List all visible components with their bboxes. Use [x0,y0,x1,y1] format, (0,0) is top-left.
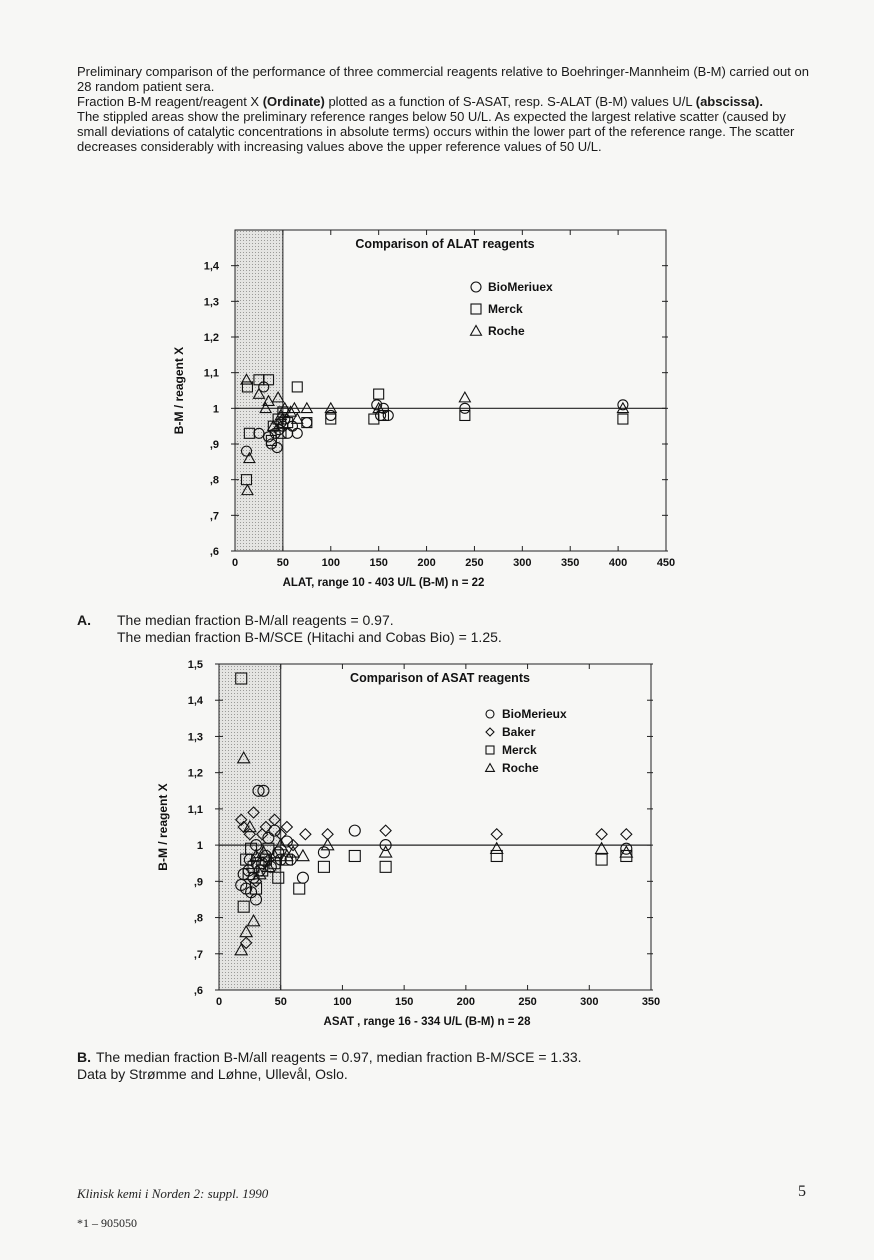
y-tick-label: ,8 [209,474,219,487]
x-axis-label: ALAT, range 10 - 403 U/L (B-M) n = 22 [282,577,485,589]
y-axis-label: B-M / reagent X [156,783,170,871]
legend-marker-triangle [486,764,495,772]
data-point-diamond [380,825,391,836]
data-point-triangle [287,846,299,857]
x-tick-label: 350 [561,557,580,569]
caption-b-label: B. [77,1049,91,1065]
caption-b [77,1049,582,1083]
x-tick-label: 150 [394,996,414,1008]
x-tick-label: 150 [369,557,388,569]
x-axis-label: ASAT , range 16 - 334 U/L (B-M) n = 28 [323,1016,531,1028]
ordinate-label: (Ordinate) [262,94,325,109]
x-tick-label: 0 [231,557,239,569]
journal-citation: Klinisk kemi i Norden 2: suppl. 1990 [77,1186,269,1201]
y-tick-label: ,6 [193,985,203,997]
legend-label: BioMerieux [502,707,567,721]
legend-marker-square [486,746,494,754]
data-point-triangle [491,843,503,854]
intro-text-3: The stippled areas show the preliminary reference ranges below 50 U/L. As expected the largest relative scatter (caused by small deviations of catalytic concentrations in absolute terms) occurs within the lower part of the reference range. The scatter decreases considerably with increasing values above the upper reference values of 50 U/L. [77,109,795,154]
caption-a-line-2: The median fraction B-M/SCE (Hitachi and Cobas Bio) = 1.25. [117,629,502,645]
x-tick-label: 350 [641,996,661,1008]
y-tick-label: ,7 [209,510,219,523]
data-point-circle [349,825,360,836]
y-tick-label: 1 [212,403,219,416]
y-tick-label: ,9 [209,439,219,451]
legend-label: Roche [502,761,539,775]
legend-marker-circle [486,710,494,718]
y-tick-label: 1,1 [203,367,219,380]
data-point-square [294,883,305,894]
legend-label: Merck [488,302,523,316]
caption-b-line-1 [77,1049,582,1066]
y-tick-label: 1,2 [203,332,219,344]
y-tick-label: 1 [196,840,203,853]
x-tick-label: 250 [465,557,484,569]
caption-b-text-1: The median fraction B-M/all reagents = 0.97, median fraction B-M/SCE = 1.33. [96,1049,582,1065]
y-tick-label: ,7 [193,948,203,961]
data-point-diamond [621,829,632,840]
data-point-diamond [491,829,502,840]
legend-label: BioMeriuex [488,280,553,294]
legend-marker-diamond [486,728,494,736]
y-tick-label: 1,3 [187,731,203,744]
y-tick-label: ,6 [209,546,219,558]
intro-text-2c: plotted as a function of S-ASAT, resp. S-ALAT (B-M) values U/L [324,94,696,109]
data-point-circle [318,847,329,858]
data-point-square [491,850,502,861]
legend-label: Merck [502,743,537,757]
document-code: *1 – 905050 [77,1216,137,1230]
abscissa-label: (abscissa). [695,94,763,109]
caption-a-text-1: The median fraction B-M/all reagents = 0.97. [117,612,394,628]
chart-title: Comparison of ALAT reagents [355,237,535,251]
x-tick-label: 50 [276,557,290,569]
legend-label: Roche [488,324,525,338]
x-tick-label: 300 [580,996,599,1008]
chart-title: Comparison of ASAT reagents [350,671,530,685]
x-tick-label: 300 [513,557,532,569]
y-tick-label: 1,2 [187,767,203,780]
y-tick-label: ,9 [193,876,203,889]
x-tick-label: 200 [456,996,476,1008]
x-tick-label: 200 [417,557,436,569]
x-tick-label: 50 [274,996,287,1008]
data-point-triangle [596,843,608,854]
x-tick-label: 100 [321,557,340,569]
y-tick-label: 1,5 [187,659,203,671]
y-axis-label: B-M / reagent X [172,346,186,435]
y-tick-label: ,8 [193,912,203,925]
x-tick-label: 400 [608,557,628,569]
x-tick-label: 450 [656,557,676,569]
x-tick-label: 0 [215,996,223,1008]
caption-b-line-2: Data by Strømme and Løhne, Ullevål, Oslo. [77,1066,348,1082]
intro-text-1: Preliminary comparison of the performance of three commercial reagents relative to Boehringer-Mannheim (B-M) carried out on 28 random patient sera. [77,64,809,94]
y-tick-label: 1,1 [187,803,203,816]
data-point-diamond [300,829,311,840]
data-point-diamond [596,829,607,840]
data-point-square [596,854,607,865]
legend-label: Baker [502,725,536,739]
intro-text-2a: Fraction B-M reagent/reagent X [77,94,263,109]
x-tick-label: 100 [333,996,352,1008]
y-tick-label: 1,4 [203,260,219,273]
data-point-square [349,850,360,861]
data-point-square [380,861,391,872]
x-tick-label: 250 [518,996,537,1008]
plot-frame [219,664,651,990]
data-point-circle [297,872,308,883]
page-number: 5 [798,1183,806,1200]
y-tick-label: 1,4 [187,695,203,708]
data-point-square [318,861,329,872]
y-tick-label: 1,3 [203,296,219,309]
caption-a-label: A. [77,612,91,628]
